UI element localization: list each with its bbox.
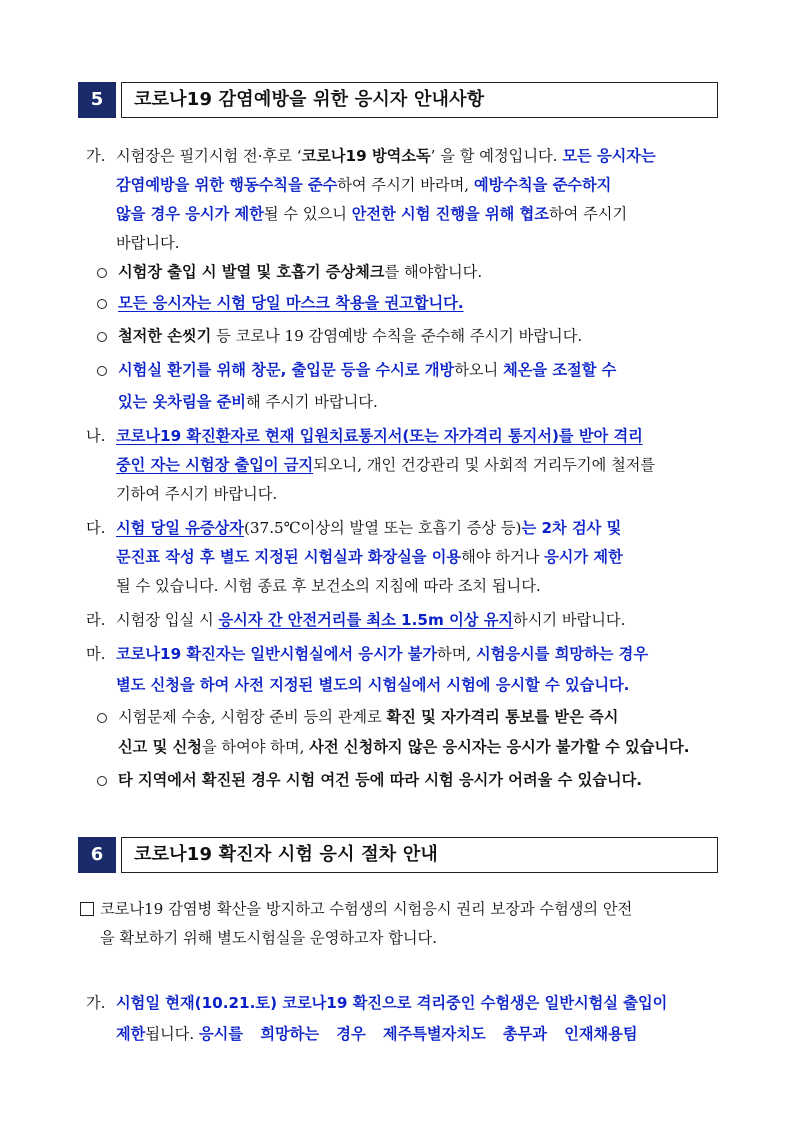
circle-bullet-icon	[97, 713, 107, 723]
paragraph-line: 시험장 입실 시 응시자 간 안전거리를 최소 1.5m 이상 유지하시기 바랍니다.	[116, 611, 626, 629]
paragraph-line: 코로나19 확진자는 일반시험실에서 응시가 불가하며, 시험응시를 희망하는 경우	[116, 645, 649, 663]
circle-bullet-icon	[97, 366, 107, 376]
bullet-item: 철저한 손씻기 등 코로나 19 감염예방 수칙을 준수해 주시기 바랍니다.	[118, 327, 583, 345]
paragraph-line: 시험장은 필기시험 전·후로 ‘코로나19 방역소독’ 을 할 예정입니다. 모든 응시자는	[116, 147, 656, 165]
section-title: 코로나19 확진자 시험 응시 절차 안내	[121, 837, 718, 873]
paragraph-line: 않을 경우 응시가 제한될 수 있으니 안전한 시험 진행을 위해 협조하여 주시기	[116, 205, 628, 223]
paragraph-line: 코로나19 확진환자로 현재 입원치료통지서(또는 자가격리 통지서)를 받아 격리	[116, 427, 643, 445]
bullet-item-continued: 신고 및 신청을 하여야 하며, 사전 신청하지 않은 응시자는 응시가 불가할 수 있습니다.	[118, 738, 690, 756]
intro-line: 을 확보하기 위해 별도시험실을 운영하고자 합니다.	[100, 929, 438, 947]
circle-bullet-icon	[97, 332, 107, 342]
section-6-header	[78, 837, 718, 873]
checkbox-square-icon	[80, 902, 94, 916]
item-marker-na: 나.	[86, 427, 106, 445]
bullet-item-continued: 있는 옷차림을 준비해 주시기 바랍니다.	[118, 393, 378, 411]
bullet-item: 모든 응시자는 시험 당일 마스크 착용을 권고합니다.	[118, 294, 464, 312]
paragraph-line: 바랍니다.	[116, 234, 180, 252]
item-marker-ra: 라.	[86, 611, 106, 629]
paragraph-line: 시험일 현재(10.21.토) 코로나19 확진으로 격리중인 수험생은 일반시험실 출입이	[116, 994, 668, 1012]
section-number: 5	[78, 82, 116, 118]
section-title: 코로나19 감염예방을 위한 응시자 안내사항	[121, 82, 718, 118]
paragraph-line: 제한됩니다. 응시를 희망하는 경우 제주특별자치도 총무과 인재채용팀	[116, 1025, 638, 1043]
item-marker-da: 다.	[86, 519, 106, 537]
paragraph-line: 시험 당일 유증상자(37.5℃이상의 발열 또는 호흡기 증상 등)는 2차 검사 및	[116, 519, 622, 537]
paragraph-line: 기하여 주시기 바랍니다.	[116, 485, 278, 503]
circle-bullet-icon	[97, 268, 107, 278]
paragraph-line: 될 수 있습니다. 시험 종료 후 보건소의 지침에 따라 조치 됩니다.	[116, 577, 541, 595]
section-number: 6	[78, 837, 116, 873]
bullet-item: 타 지역에서 확진된 경우 시험 여건 등에 따라 시험 응시가 어려울 수 있습니다.	[118, 771, 643, 789]
item-marker-ma: 마.	[86, 645, 106, 663]
paragraph-line: 문진표 작성 후 별도 지정된 시험실과 화장실을 이용해야 하거나 응시가 제한	[116, 548, 623, 566]
item-marker-ga: 가.	[86, 994, 106, 1012]
bullet-item: 시험실 환기를 위해 창문, 출입문 등을 수시로 개방하오니 체온을 조절할 수	[118, 361, 617, 379]
paragraph-line: 감염예방을 위한 행동수칙을 준수하여 주시기 바라며, 예방수칙을 준수하지	[116, 176, 612, 194]
paragraph-line: 중인 자는 시험장 출입이 금지되오니, 개인 건강관리 및 사회적 거리두기에 철저를	[116, 456, 656, 474]
bullet-item: 시험문제 수송, 시험장 준비 등의 관계로 확진 및 자가격리 통보를 받은 즉시	[118, 708, 619, 726]
intro-line: 코로나19 감염병 확산을 방지하고 수험생의 시험응시 권리 보장과 수험생의 안전	[100, 900, 633, 918]
circle-bullet-icon	[97, 776, 107, 786]
section-5-header	[78, 82, 718, 118]
paragraph-line: 별도 신청을 하여 사전 지정된 별도의 시험실에서 시험에 응시할 수 있습니다.	[116, 676, 630, 694]
circle-bullet-icon	[97, 299, 107, 309]
item-marker-ga: 가.	[86, 147, 106, 165]
bullet-item: 시험장 출입 시 발열 및 호흡기 증상체크를 해야합니다.	[118, 263, 483, 281]
